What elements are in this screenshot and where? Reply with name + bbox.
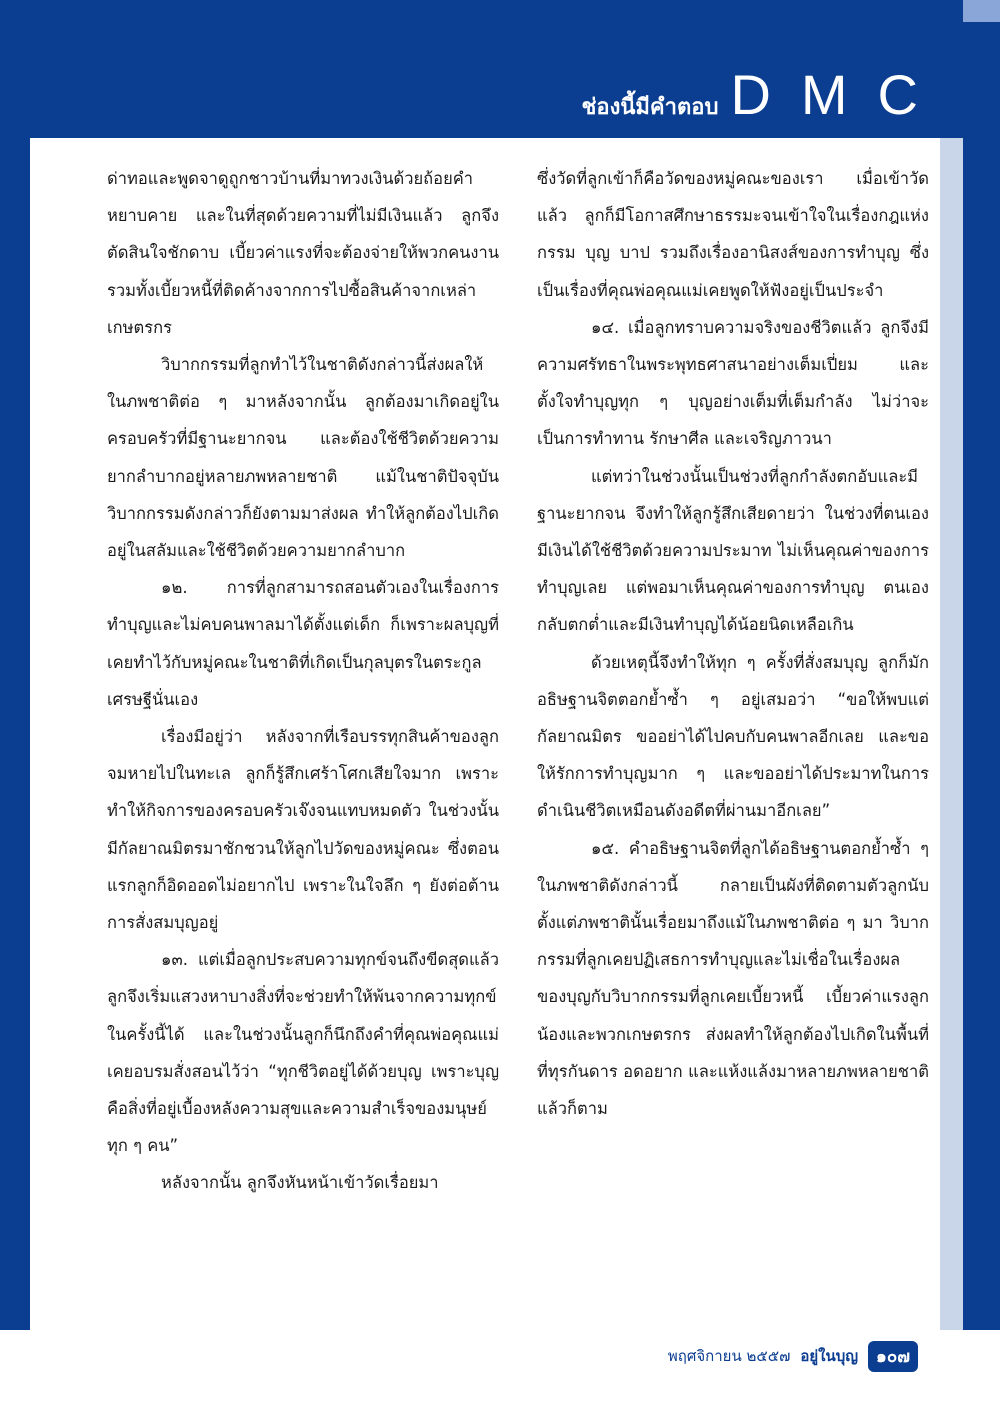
- paragraph: แต่ทว่าในช่วงนั้นเป็นช่วงที่ลูกกำลังตกอับและมีฐานะยากจน จึงทำให้ลูกรู้สึกเสียดายว่า ในช่วงที่ตนเองมีเงินได้ใช้ชีวิตด้วยความประมาท ไม่เห็นคุณค่าของการทำบุญเลย แต่พอมาเห็นคุณค่าของการทำบุญ ตนเองกลับตกต่ำและมีเงินทำบุญได้น้อยนิดเหลือเกิน: [537, 466, 929, 635]
- right-column: [537, 160, 929, 1127]
- right-border: [963, 0, 1000, 1330]
- issue-date: พฤศจิกายน ๒๕๕๗: [667, 1347, 791, 1365]
- paragraph: หลังจากนั้น ลูกจึงหันหน้าเข้าวัดเรื่อยมา: [161, 1173, 439, 1193]
- paragraph: เรื่องมีอยู่ว่า หลังจากที่เรือบรรทุกสินค้าของลูกจมหายไปในทะเล ลูกก็รู้สึกเศร้าโศกเสียใจมาก เพราะทำให้กิจการของครอบครัวเจ๊งจนแทบหมดตัว ในช่วงนั้นมีกัลยาณมิตรมาชักชวนให้ลูกไปวัดของหมู่คณะ ซึ่งตอนแรกลูกก็อิดออดไม่อยากไป เพราะในใจลึก ๆ ยังต่อต้านการสั่งสมบุญอยู่: [107, 727, 499, 933]
- left-column: [107, 160, 499, 1202]
- paragraph: ด้วยเหตุนี้จึงทำให้ทุก ๆ ครั้งที่สั่งสมบุญ ลูกก็มักอธิษฐานจิตตอกย้ำซ้ำ ๆ อยู่เสมอว่า “ขอให้พบแต่กัลยาณมิตร ขออย่าได้ไปคบกับคนพาลอีกเลย และขอให้รักการทำบุญมาก ๆ และขออย่าได้ประมาทในการดำเนินชีวิตเหมือนดังอดีตที่ผ่านมาอีกเลย”: [537, 652, 929, 821]
- article-body: [30, 138, 940, 1330]
- page-number: ๑๐๗: [868, 1341, 918, 1372]
- column-title-thai: ช่องนี้มีคำตอบ: [581, 95, 719, 120]
- column-title-dmc: DMC: [730, 63, 948, 126]
- column-title: [581, 62, 948, 127]
- paragraph: ๑๕. คำอธิษฐานจิตที่ลูกได้อธิษฐานตอกย้ำซ้ำ ๆ ในภพชาติดังกล่าวนี้ กลายเป็นผังที่ติดตามตัวลูกนับตั้งแต่ภพชาตินั้นเรื่อยมาถึงแม้ในภพชาติต่อ ๆ มา วิบากกรรมที่ลูกเคยปฏิเสธการทำบุญและไม่เชื่อในเรื่องผลของบุญกับวิบากกรรมที่ลูกเคยเบี้ยวหนี้ เบี้ยวค่าแรงลูกน้องและพวกเกษตรกร ส่งผลทำให้ลูกต้องไปเกิดในพื้นที่ที่ทุรกันดาร อดอยาก และแห้งแล้งมาหลายภพหลายชาติแล้วก็ตาม: [537, 838, 929, 1119]
- right-shade-strip: [940, 138, 963, 1330]
- paragraph: ๑๔. เมื่อลูกทราบความจริงของชีวิตแล้ว ลูกจึงมีความศรัทธาในพระพุทธศาสนาอย่างเต็มเปี่ยม และตั้งใจทำบุญทุก ๆ บุญอย่างเต็มที่เต็มกำลัง ไม่ว่าจะเป็นการทำทาน รักษาศีล และเจริญภาวนา: [537, 317, 929, 449]
- paragraph: วิบากกรรมที่ลูกทำไว้ในชาติดังกล่าวนี้ส่งผลให้ในภพชาติต่อ ๆ มาหลังจากนั้น ลูกต้องมาเกิดอยู่ในครอบครัวที่มีฐานะยากจน และต้องใช้ชีวิตด้วยความยากลำบากอยู่หลายภพหลายชาติ แม้ในชาติปัจจุบัน วิบากกรรมดังกล่าวก็ยังตามมาส่งผล ทำให้ลูกต้องไปเกิดอยู่ในสลัมและใช้ชีวิตด้วยความยากลำบาก: [107, 355, 499, 561]
- paragraph: ๑๒. การที่ลูกสามารถสอนตัวเองในเรื่องการทำบุญและไม่คบคนพาลมาได้ตั้งแต่เด็ก ก็เพราะผลบุญที่เคยทำไว้กับหมู่คณะในชาติที่เกิดเป็นกุลบุตรในตระกูลเศรษฐีนั่นเอง: [107, 578, 499, 709]
- magazine-name: อยู่ในบุญ: [800, 1347, 859, 1365]
- paragraph: ด่าทอและพูดจาดูถูกชาวบ้านที่มาทวงเงินด้วยถ้อยคำหยาบคาย และในที่สุดด้วยความที่ไม่มีเงินแล้ว ลูกจึงตัดสินใจชักดาบ เบี้ยวค่าแรงที่จะต้องจ่ายให้พวกคนงาน รวมทั้งเบี้ยวหนี้ที่ติดค้างจากการไปซื้อสินค้าจากเหล่าเกษตรกร: [107, 169, 499, 337]
- paragraph: ๑๓. แต่เมื่อลูกประสบความทุกข์จนถึงขีดสุดแล้ว ลูกจึงเริ่มแสวงหาบางสิ่งที่จะช่วยทำให้พ้นจากความทุกข์ในครั้งนี้ได้ และในช่วงนั้นลูกก็นึกถึงคำที่คุณพ่อคุณแม่เคยอบรมสั่งสอนไว้ว่า “ทุกชีวิตอยู่ได้ด้วยบุญ เพราะบุญคือสิ่งที่อยู่เบื้องหลังความสุขและความสำเร็จของมนุษย์ทุก ๆ คน”: [107, 950, 499, 1156]
- corner-accent: [963, 0, 1000, 22]
- paragraph: ซึ่งวัดที่ลูกเข้าก็คือวัดของหมู่คณะของเรา เมื่อเข้าวัดแล้ว ลูกก็มีโอกาสศึกษาธรรมะจนเข้าใจในเรื่องกฎแห่งกรรม บุญ บาป รวมถึงเรื่องอานิสงส์ของการทำบุญ ซึ่งเป็นเรื่องที่คุณพ่อคุณแม่เคยพูดให้ฟังอยู่เป็นประจำ: [537, 169, 929, 300]
- page-footer: [668, 1339, 918, 1373]
- left-border: [0, 0, 30, 1330]
